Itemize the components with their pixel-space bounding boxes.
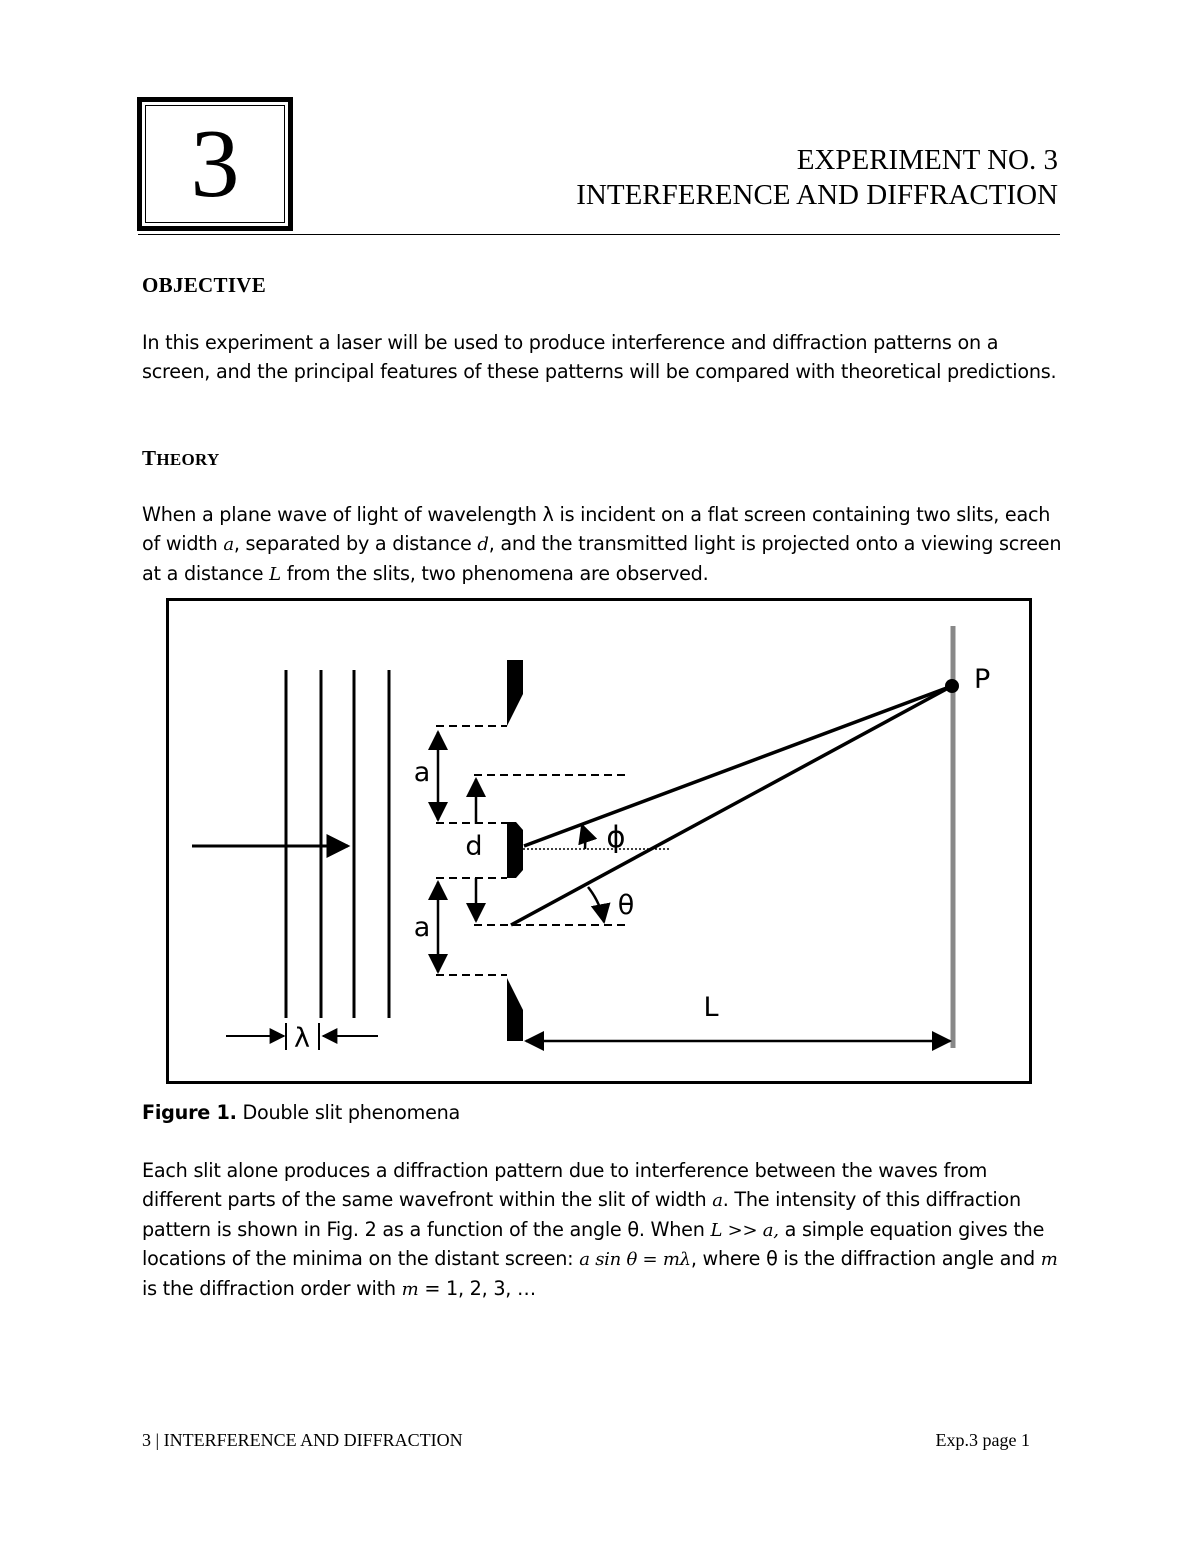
theory-heading-initial: T [142,446,157,470]
theory-text-1: When a plane wave of light of wavelength λ is incident on a flat screen containing two slits, each of width [142,503,1051,555]
theory-text-3: , and the transmitted light is projected onto a viewing screen at a distance [142,531,1062,585]
label-a-bottom: a [413,912,431,943]
label-a-top: a [413,757,431,788]
var-m: m [1040,1249,1058,1271]
theory-heading-rest: HEORY [156,450,220,469]
chapter-number-box [137,97,293,231]
chapter-number: 3 [190,110,240,218]
label-phi: ϕ [606,820,626,854]
p2-text-1: Each slit alone produces a diffraction pattern due to interference between the waves from different parts of the same wavefront within the slit of width [142,1159,988,1211]
label-theta: θ [617,890,635,921]
objective-text: In this experiment a laser will be used to produce interference and diffraction patterns on a screen, and the principal features of these patterns will be compared with theoretical predictions. [142,331,1057,383]
p2-text-6: = 1, 2, 3, … [418,1277,536,1301]
p2-text-4: , where θ is the diffraction angle and [690,1247,1041,1271]
double-slit-figure [166,598,1032,1084]
label-d: d [465,831,483,862]
figure-caption [142,1101,460,1124]
theory-heading [142,446,220,471]
minima-equation: a sin θ = mλ [579,1249,691,1271]
objective-heading: OBJECTIVE [142,273,267,297]
condition-L-a: L >> a, [710,1219,779,1241]
footer-page-number: Exp.3 page 1 [935,1430,1030,1450]
label-L: L [703,992,719,1023]
barrier-middle [507,822,523,878]
point-p [945,679,959,693]
label-p: P [974,664,991,695]
header-titles [576,143,1058,213]
var-m: m [401,1279,419,1301]
experiment-number: EXPERIMENT NO. 3 [796,144,1058,176]
var-d: d [477,533,489,555]
caption-label: Figure 1. [142,1101,237,1124]
footer-title: 3 | INTERFERENCE AND DIFFRACTION [142,1430,463,1450]
var-a: a [712,1189,723,1211]
lambda-label: λ [294,1023,310,1054]
p2-text-5: is the diffraction order with [142,1277,402,1301]
diffraction-paragraph [142,1157,1064,1305]
theory-paragraph [142,501,1064,589]
theory-text-2: , separated by a distance [233,531,478,555]
p2-text-2: . The intensity of this diffraction pattern is shown in Fig. 2 as a function of the angle θ. When [142,1187,1021,1241]
caption-text: Double slit phenomena [236,1101,461,1124]
theory-text-4: from the slits, two phenomena are observed. [280,561,709,585]
experiment-title: INTERFERENCE AND DIFFRACTION [576,179,1058,211]
p2-text-3: a simple equation gives the locations of the minima on the distant screen: [142,1217,1045,1271]
var-L: L [269,563,281,585]
figure-border [168,600,1031,1083]
var-a: a [223,533,234,555]
header-divider [138,234,1060,235]
